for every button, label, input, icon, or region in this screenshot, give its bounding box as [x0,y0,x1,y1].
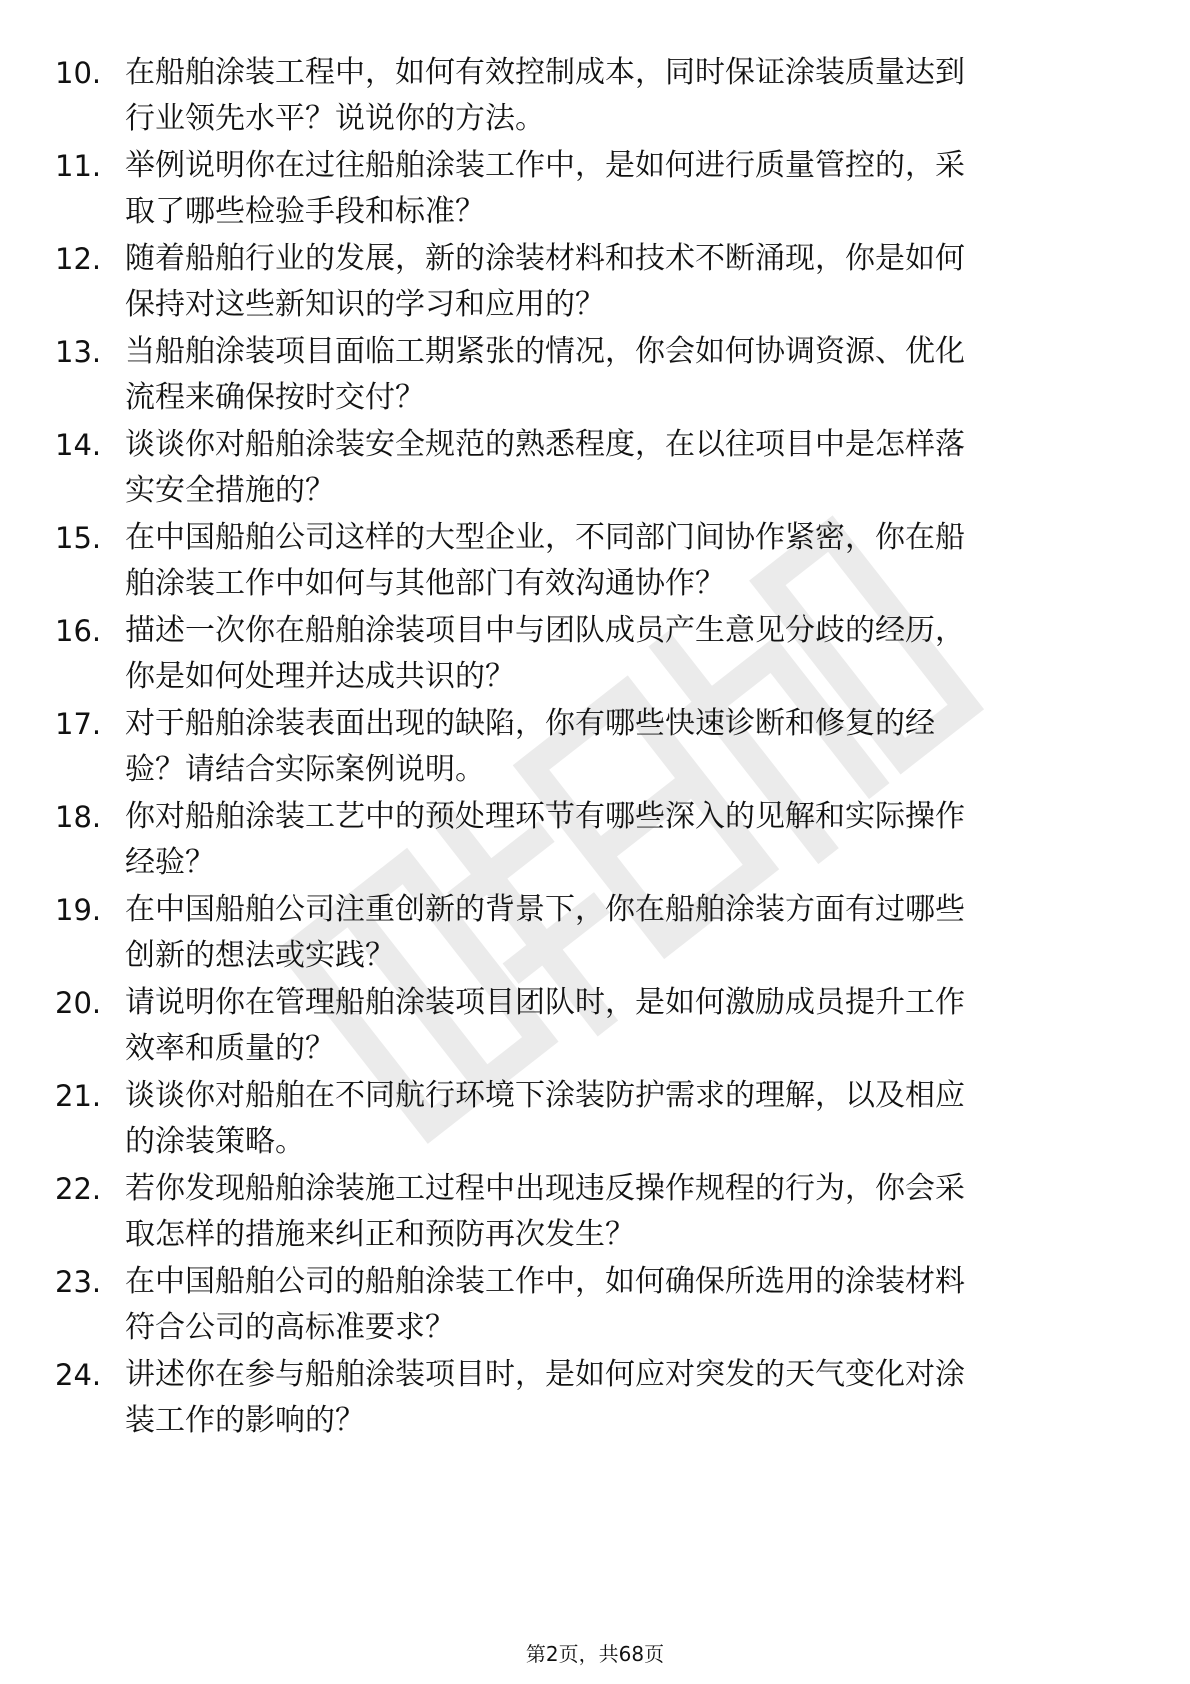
question-number: 11. [55,149,102,183]
question-item [0,329,1190,421]
question-item [0,1073,1190,1165]
question-item [0,422,1190,514]
question-text-line: 验？请结合实际案例说明。 [125,752,485,787]
question-item [0,1166,1190,1258]
question-text-line: 在中国船舶公司这样的大型企业，不同部门间协作紧密，你在船 [125,520,965,555]
question-item [0,887,1190,979]
question-number: 14. [55,428,102,462]
page-number-footer: 第2页，共68页 [525,1642,665,1666]
question-text-line: 装工作的影响的？ [125,1403,365,1438]
question-item [0,143,1190,235]
question-text-line: 描述一次你在船舶涂装项目中与团队成员产生意见分歧的经历， [125,613,965,648]
question-text-line: 保持对这些新知识的学习和应用的？ [125,287,605,322]
question-item [0,608,1190,700]
question-text-line: 实安全措施的？ [125,473,335,508]
question-number: 13. [55,335,102,369]
question-text-line: 随着船舶行业的发展，新的涂装材料和技术不断涌现，你是如何 [125,241,965,276]
question-number: 24. [55,1358,102,1392]
question-text-line: 若你发现船舶涂装施工过程中出现违反操作规程的行为，你会采 [125,1171,965,1206]
question-number: 17. [55,707,102,741]
question-number: 19. [55,893,102,927]
question-text-line: 符合公司的高标准要求？ [125,1310,455,1345]
question-number: 22. [55,1172,102,1206]
question-item [0,236,1190,328]
question-text-line: 取怎样的措施来纠正和预防再次发生？ [125,1217,635,1252]
question-item [0,1259,1190,1351]
question-number: 10. [55,56,102,90]
question-text-line: 谈谈你对船舶涂装安全规范的熟悉程度，在以往项目中是怎样落 [125,427,965,462]
question-item [0,50,1190,142]
question-text-line: 取了哪些检验手段和标准？ [125,194,485,229]
question-text-line: 舶涂装工作中如何与其他部门有效沟通协作？ [125,566,725,601]
question-text-line: 当船舶涂装项目面临工期紧张的情况，你会如何协调资源、优化 [125,334,965,369]
question-number: 18. [55,800,102,834]
question-item [0,980,1190,1072]
question-item [0,794,1190,886]
question-text-line: 经验？ [125,845,215,880]
question-item [0,515,1190,607]
question-item [0,1352,1190,1444]
question-text-line: 讲述你在参与船舶涂装项目时，是如何应对突发的天气变化对涂 [125,1357,965,1392]
question-text-line: 在中国船舶公司的船舶涂装工作中，如何确保所选用的涂装材料 [125,1264,965,1299]
question-item [0,701,1190,793]
question-number: 21. [55,1079,102,1113]
question-text-line: 流程来确保按时交付？ [125,380,425,415]
question-text-line: 在中国船舶公司注重创新的背景下，你在船舶涂装方面有过哪些 [125,892,965,927]
question-text-line: 的涂装策略。 [125,1124,305,1159]
question-text-line: 你对船舶涂装工艺中的预处理环节有哪些深入的见解和实际操作 [125,799,965,834]
question-text-line: 创新的想法或实践？ [125,938,395,973]
question-text-line: 效率和质量的？ [125,1031,335,1066]
question-text-line: 在船舶涂装工程中，如何有效控制成本，同时保证涂装质量达到 [125,55,965,90]
question-number: 20. [55,986,102,1020]
question-text-line: 请说明你在管理船舶涂装项目团队时，是如何激励成员提升工作 [125,985,965,1020]
question-number: 16. [55,614,102,648]
question-number: 12. [55,242,102,276]
question-text-line: 你是如何处理并达成共识的？ [125,659,515,694]
question-text-line: 谈谈你对船舶在不同航行环境下涂装防护需求的理解，以及相应 [125,1078,965,1113]
question-text-line: 行业领先水平？说说你的方法。 [125,101,545,136]
question-text-line: 举例说明你在过往船舶涂装工作中，是如何进行质量管控的，采 [125,148,965,183]
question-text-line: 对于船舶涂装表面出现的缺陷，你有哪些快速诊断和修复的经 [125,706,935,741]
question-number: 15. [55,521,102,555]
question-number: 23. [55,1265,102,1299]
